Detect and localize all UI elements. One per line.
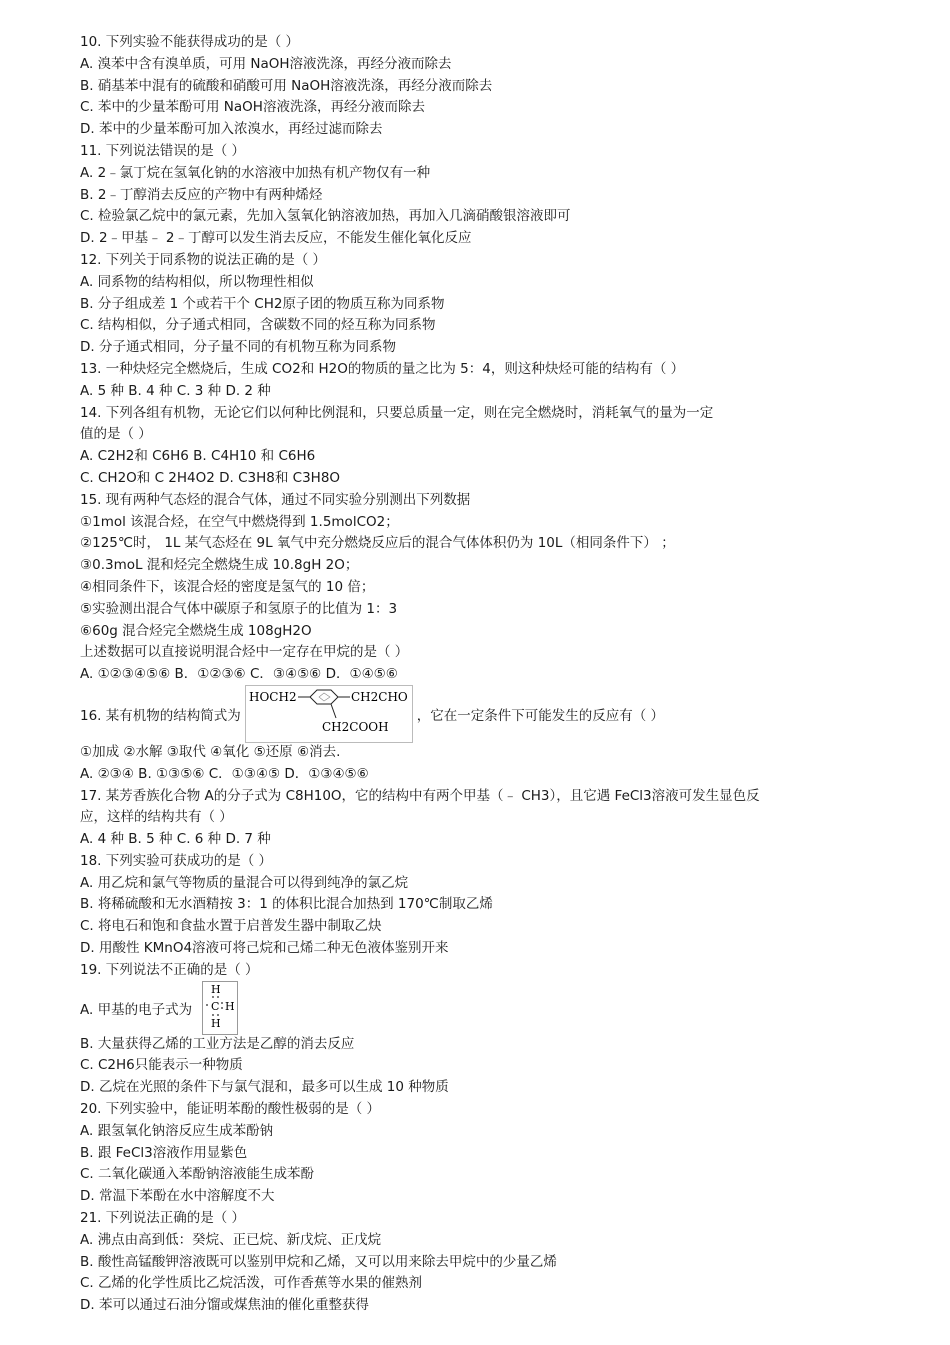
question-15-item-4: ④相同条件下，该混合烃的密度是氢气的 10 倍； <box>80 578 375 595</box>
question-20-option-c: C. 二氧化碳通入苯酚钠溶液能生成苯酚 <box>80 1166 315 1183</box>
question-12-option-b: B. 分子组成差 1 个或若干个 CH2原子团的物质互称为同系物 <box>80 295 445 312</box>
question-12-stem: 12. 下列关于同系物的说法正确的是（ ） <box>80 251 327 268</box>
question-21-option-a: A. 沸点由高到低：癸烷、正已烷、新戊烷、正戊烷 <box>80 1231 382 1248</box>
question-19-option-a-row <box>80 982 880 1034</box>
group-ch2cooh: CH2COOH <box>321 719 389 734</box>
question-15-item-1: ①1mol 该混合烃，在空气中燃烧得到 1.5molCO2； <box>80 513 399 530</box>
question-18-option-a: A. 用乙烷和氯气等物质的量混合可以得到纯净的氯乙烷 <box>80 874 409 891</box>
question-21-option-d: D. 苯可以通过石油分馏或煤焦油的催化重整获得 <box>80 1297 369 1314</box>
question-11-option-d: D. 2﹣甲基﹣ 2﹣丁醇可以发生消去反应，不能发生催化氧化反应 <box>80 230 472 247</box>
question-19-option-b: B. 大量获得乙烯的工业方法是乙醇的消去反应 <box>80 1035 355 1052</box>
question-19-option-c: C. C2H6只能表示一种物质 <box>80 1057 243 1074</box>
question-11-option-a: A. 2﹣氯丁烷在氢氧化钠的水溶液中加热有机产物仅有一种 <box>80 164 431 181</box>
question-21-stem: 21. 下列说法正确的是（ ） <box>80 1210 246 1227</box>
question-19-option-d: D. 乙烷在光照的条件下与氯气混和，最多可以生成 10 种物质 <box>80 1079 449 1096</box>
question-15-stem: 15. 现有两种气态烃的混合气体，通过不同实验分别测出下列数据 <box>80 491 471 508</box>
question-15-question: 上述数据可以直接说明混合烃中一定存在甲烷的是（ ） <box>80 644 409 661</box>
question-14-options-ab: A. C2H2和 C6H6 B. C4H10 和 C6H6 <box>80 448 316 465</box>
question-21-option-c: C. 乙烯的化学性质比乙烷活泼，可作香蕉等水果的催熟剂 <box>80 1275 423 1292</box>
question-14-stem-cont: 值的是（ ） <box>80 426 152 443</box>
question-19-stem: 19. 下列说法不正确的是（ ） <box>80 961 259 978</box>
question-18-option-b: B. 将稀硫酸和无水酒精按 3：1 的体积比混合加热到 170℃制取乙烯 <box>80 896 493 913</box>
question-15-item-6: ⑥60g 混合烃完全燃烧生成 108gH2O <box>80 622 312 639</box>
question-15-item-3: ③0.3moL 混和烃完全燃烧生成 10.8gH 2O； <box>80 557 359 574</box>
question-16-options: A. ②③④ B. ①③⑤⑥ C．①③④⑤ D．①③④⑤⑥ <box>80 765 369 782</box>
question-12-option-a: A. 同系物的结构相似，所以物理性相似 <box>80 273 314 290</box>
question-10-option-c: C. 苯中的少量苯酚可用 NaOH溶液洗涤，再经分液而除去 <box>80 99 425 116</box>
question-16-stem-row <box>80 686 880 742</box>
question-17-stem-cont: 应，这样的结构共有（ ） <box>80 809 233 826</box>
question-17-stem: 17. 某芳香族化合物 A的分子式为 C8H10O，它的结构中有两个甲基（﹣ CH3），且它遇 FeCl3溶液可发生显色反 <box>80 787 760 804</box>
question-12-option-c: C. 结构相似，分子通式相同，含碳数不同的烃互称为同系物 <box>80 317 436 334</box>
question-14-options-cd: C. CH2O和 C 2H4O2 D. C3H8和 C3H8O <box>80 469 341 486</box>
question-13-options: A. 5 种 B. 4 种 C. 3 种 D. 2 种 <box>80 382 271 399</box>
question-12-option-d: D. 分子通式相同，分子量不同的有机物互称为同系物 <box>80 339 396 356</box>
question-18-option-c: C. 将电石和饱和食盐水置于启普发生器中制取乙炔 <box>80 918 382 935</box>
methyl-c: C <box>211 999 220 1013</box>
question-15-item-2: ②125℃时， 1L 某气态烃在 9L 氧气中充分燃烧反应后的混合气体体积仍为 10L（相同条件下） ； <box>80 535 675 552</box>
question-21-option-b: B. 酸性高锰酸钾溶液既可以鉴别甲烷和乙烯，又可以用来除去甲烷中的少量乙烯 <box>80 1253 557 1270</box>
question-20-option-d: D. 常温下苯酚在水中溶解度不大 <box>80 1188 275 1205</box>
methyl-h-bottom: H <box>211 1016 221 1030</box>
group-ch2cho: CH2CHO <box>350 689 408 704</box>
question-16-stem-cont: ，它在一定条件下可能发生的反应有（ ） <box>416 707 665 724</box>
methyl-h-top: H <box>211 982 221 996</box>
methyl-electron-formula-figure <box>202 981 238 1035</box>
structure-formula-figure <box>245 685 413 743</box>
question-20-option-a: A. 跟氢氧化钠溶反应生成苯酚钠 <box>80 1122 274 1139</box>
question-10-option-d: D. 苯中的少量苯酚可加入浓溴水，再经过滤而除去 <box>80 121 383 138</box>
methyl-h-right: H <box>225 999 235 1013</box>
group-hoch2: HOCH2 <box>248 689 297 704</box>
question-13-stem: 13. 一种炔烃完全燃烧后，生成 CO2和 H2O的物质的量之比为 5：4，则这种炔烃可能的结构有（ ） <box>80 360 685 377</box>
question-18-stem: 18. 下列实验可获成功的是（ ） <box>80 852 273 869</box>
question-10-option-a: A. 溴苯中含有溴单质，可用 NaOH溶液洗涤，再经分液而除去 <box>80 55 452 72</box>
question-15-options: A. ①②③④⑤⑥ B．①②③⑥ C．③④⑤⑥ D．①④⑤⑥ <box>80 666 398 683</box>
question-16-stem: 16. 某有机物的结构简式为 <box>80 707 241 724</box>
question-18-option-d: D. 用酸性 KMnO4溶液可将己烷和己烯二种无色液体鉴别开来 <box>80 940 449 957</box>
question-16-reactions: ①加成 ②水解 ③取代 ④氧化 ⑤还原 ⑥消去. <box>80 743 341 760</box>
question-17-options: A. 4 种 B. 5 种 C. 6 种 D. 7 种 <box>80 831 271 848</box>
question-20-option-b: B. 跟 FeCl3溶液作用显紫色 <box>80 1144 248 1161</box>
question-20-stem: 20. 下列实验中，能证明苯酚的酸性极弱的是（ ） <box>80 1101 381 1118</box>
question-11-stem: 11. 下列说法错误的是（ ） <box>80 142 246 159</box>
question-11-option-c: C. 检验氯乙烷中的氯元素，先加入氢氧化钠溶液加热，再加入几滴硝酸银溶液即可 <box>80 208 571 225</box>
question-14-stem: 14. 下列各组有机物，无论它们以何种比例混和，只要总质量一定，则在完全燃烧时，消耗氧气的量为一定 <box>80 404 714 421</box>
question-10-option-b: B. 硝基苯中混有的硫酸和硝酸可用 NaOH溶液洗涤，再经分液而除去 <box>80 77 493 94</box>
question-10-stem: 10. 下列实验不能获得成功的是（ ） <box>80 34 300 50</box>
question-19-option-a: A. 甲基的电子式为 <box>80 1001 193 1018</box>
question-15-item-5: ⑤实验测出混合气体中碳原子和氢原子的比值为 1：3 <box>80 600 398 617</box>
exam-page <box>80 32 880 1317</box>
question-11-option-b: B. 2﹣丁醇消去反应的产物中有两种烯烃 <box>80 186 323 203</box>
